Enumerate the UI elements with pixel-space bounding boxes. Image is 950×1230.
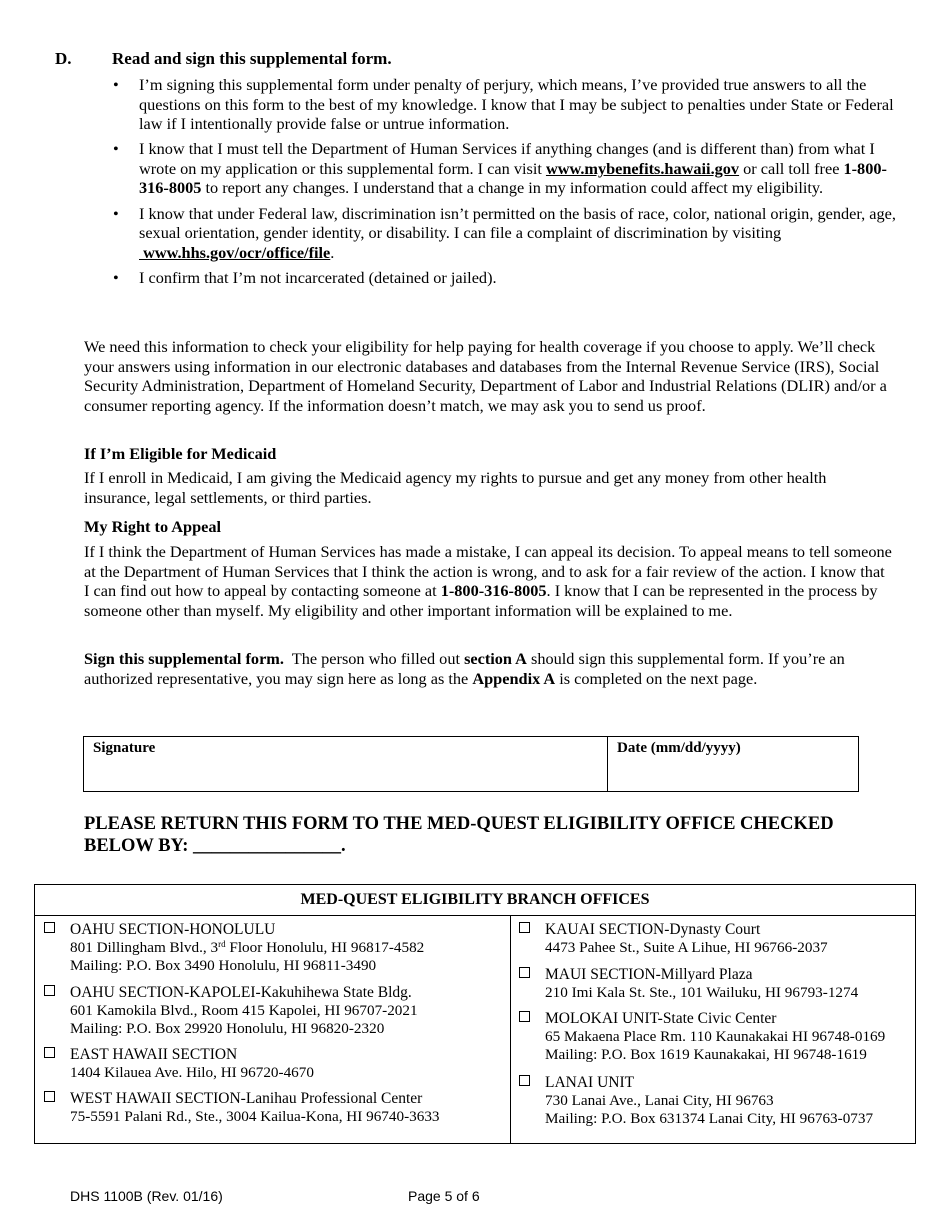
date-field[interactable]: Date (mm/dd/yyyy) [617,740,741,756]
hhs-ocr-link[interactable]: www.hhs.gov/ocr/office/file [139,242,331,262]
mybenefits-link[interactable]: www.mybenefits.hawaii.gov [545,158,740,178]
office-checkbox[interactable] [44,1047,55,1058]
office-checkbox[interactable] [519,1011,530,1022]
section-title: Read and sign this supplemental form. [112,49,392,68]
signature-table [83,736,859,792]
sign-instructions: Sign this supplemental form. The person who filled out section A should sign this supplemental form. If you’re an authorized representative, you may sign here as long as the Appendix A is completed on the next page. [84,649,845,688]
appeal-phone: 1-800-316-8005 [440,581,547,601]
office-checkbox[interactable] [519,922,530,933]
offices-column-divider [510,915,511,1143]
page-number: Page 5 of 6 [408,1188,480,1204]
office-checkbox[interactable] [519,1075,530,1086]
offices-table-title: MED-QUEST ELIGIBILITY BRANCH OFFICES [35,885,915,916]
appeal-text: If I think the Department of Human Services has made a mistake, I can appeal its decision. To appeal means to tell someone at the Department of Human Services that I think the action is wrong, and to ask for a fair review of the action. I know that I can find out how to appeal by contacting someone at 1-800-316-8005. I know that I can be represented in the process by someone other than myself. My eligibility and other important information will be explained to me. [84,542,892,620]
eligibility-info-paragraph: We need this information to check your eligibility for help paying for health coverage if you choose to apply. We’ll check your answers using information in our electronic databases and databases from the Internal Revenue Service (IRS), Social Security Administration, Department of Homeland Security, Department of Labor and Industrial Relations (DLIR) and/or a consumer reporting agency. If the information doesn’t match, we may ask you to send us proof. [84,337,887,415]
toll-free-phone: 1-800-316-8005 [139,158,887,198]
medicaid-text: If I enroll in Medicaid, I am giving the Medicaid agency my rights to pursue and get any money from other health insurance, legal settlements, or third parties. [84,468,827,507]
section-letter: D. [55,49,72,68]
return-notice: PLEASE RETURN THIS FORM TO THE MED-QUEST ELIGIBILITY OFFICE CHECKED BELOW BY: ________________. [84,813,884,857]
return-by-date-field[interactable]: BELOW BY: ________________. [84,836,346,856]
medicaid-heading: If I’m Eligible for Medicaid [84,444,277,463]
office-checkbox[interactable] [44,1091,55,1102]
list-item: • I know that under Federal law, discrimination isn’t permitted on the basis of race, color, national origin, gender, age, sexual orientation, gender identity, or disability. I can file a complaint of discrimination by visiting www.hhs.gov/ocr/office/file. [111,204,901,263]
branch-offices-table: MED-QUEST ELIGIBILITY BRANCH OFFICES OAHU SECTION-HONOLULU 801 Dillingham Blvd., 3rd Floor Honolulu, HI 96817-4582 Mailing: P.O. Box 3490 Honolulu, HI 96811-3490 OAHU SECTION-KAPOLEI-Kakuhihewa State Bldg. 601 Kamokila Blvd., Room 415 Kapolei, HI 96707-2021 Mailing: P.O. Box 29920 Honolulu, HI 96820-2320 EAST HAWAII SECTION 1404 Kilauea Ave. Hilo, HI 96720-4670 WEST HAWAII SECTION-Lanihau Professional Center 75-5591 Palani Rd., Ste., 3004 Kailua-Kona, HI 96740-3633 KAUAI SECTION-Dynasty Court 4473 Pahee St., Suite A Lihue, HI 96766-2037 MAUI SECTION-Millyard Plaza 210 Imi Kala St. Ste., 101 Wailuku, HI 96793-1274 MOLOKAI UNIT-State Civic Center 65 Makaena Place Rm. 110 Kaunakakai HI 96748-0169 Mailing: P.O. Box 1619 Kaunakakai, HI 96748-1619 LANAI UNIT 730 Lanai Ave., Lanai City, HI 96763 Mailing: P.O. Box 631374 Lanai City, HI 96763-0737 [34,884,916,1144]
form-id: DHS 1100B (Rev. 01/16) [70,1188,223,1204]
office-checkbox[interactable] [519,967,530,978]
list-item: • I know that I must tell the Department of Human Services if anything changes (and is different than) from what I wrote on my application or this supplemental form. I can visit www.mybenefits.hawaii.gov or call toll free 1-800-316-8005 to report any changes. I understand that a change in my information could affect my eligibility. [111,139,901,198]
list-item: • I confirm that I’m not incarcerated (detained or jailed). [111,268,901,288]
attestation-list [111,75,901,293]
office-checkbox[interactable] [44,922,55,933]
signature-field[interactable]: Signature [93,740,156,756]
appeal-heading: My Right to Appeal [84,517,222,536]
list-item: • I’m signing this supplemental form under penalty of perjury, which means, I’ve provided true answers to all the questions on this form to the best of my knowledge. I know that I may be subject to penalties under State or Federal law if I intentionally provide false or untrue information. [111,75,901,134]
office-checkbox[interactable] [44,985,55,996]
signature-divider [607,737,608,791]
